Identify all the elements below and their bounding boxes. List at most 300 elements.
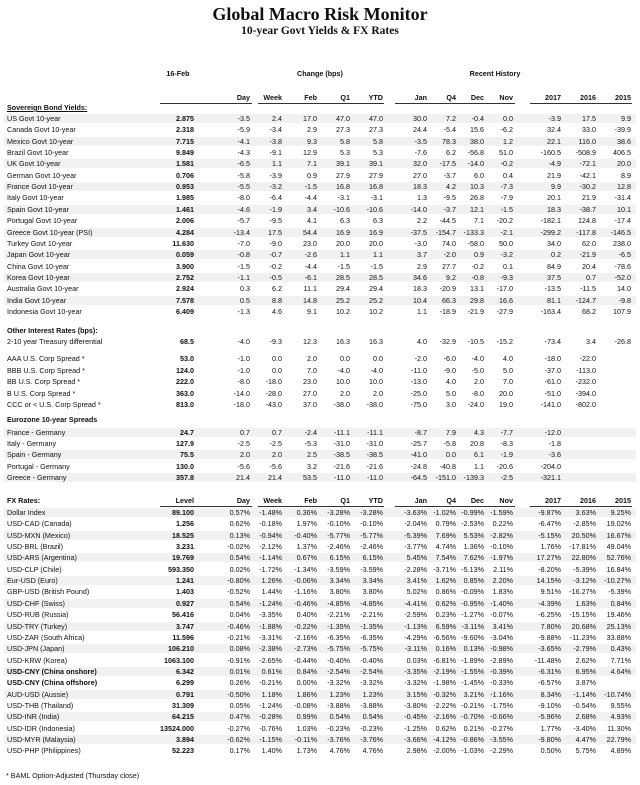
row-value: -9.5 — [443, 193, 456, 203]
row-value: -64.5 — [410, 472, 427, 482]
row-value: -3.2 — [269, 182, 282, 192]
row-value: 9.55% — [610, 700, 631, 710]
row-value: -10.6 — [333, 204, 350, 214]
row-value: -3.5 — [414, 136, 427, 146]
row-value: 3.41% — [406, 576, 427, 586]
row-value: -38.5 — [366, 450, 383, 460]
row-value: -9.10% — [538, 700, 561, 710]
row-value: -9.1 — [269, 148, 282, 158]
row-value: -13.0 — [410, 377, 427, 386]
row-value: 1.76% — [540, 542, 561, 552]
row-value: 107.9 — [613, 306, 631, 316]
row-value: -37.5 — [410, 227, 427, 237]
row-level: 6.342 — [176, 666, 194, 676]
row-value: -6.35% — [327, 632, 350, 642]
row-value: 25.2 — [369, 295, 383, 305]
row-value: 4.74% — [435, 542, 456, 552]
row-value: -22.0 — [579, 354, 596, 363]
row-value: 27.0 — [303, 389, 317, 398]
row-value: 1.1 — [474, 461, 484, 471]
row-label: USD-THB (Thailand) — [7, 700, 74, 710]
row-value: -2.19% — [433, 666, 456, 676]
row-value: 9.1 — [307, 306, 317, 316]
row-level: 2.006 — [176, 216, 194, 226]
history-group-header: Recent History — [469, 69, 521, 78]
row-value: 66.3 — [442, 295, 456, 305]
row-value: -3.80% — [404, 700, 427, 710]
row-value: 0.7 — [586, 272, 596, 282]
row-value: 14.0 — [617, 284, 631, 294]
row-value: 10.2 — [336, 306, 350, 316]
row-value: 0.85% — [463, 576, 484, 586]
row-value: -141.0 — [540, 400, 561, 409]
row-value: -4.0 — [237, 337, 250, 346]
row-value: -9.3 — [269, 337, 282, 346]
row-value: 3.34% — [329, 576, 350, 586]
row-value: -5.3 — [304, 439, 317, 449]
report-subtitle: 10-year Govt Yields & FX Rates — [241, 25, 399, 37]
row-value: 47.0 — [369, 114, 383, 123]
row-value: -0.21% — [259, 678, 282, 688]
row-level: 3.747 — [176, 621, 194, 631]
row-value: 22.1 — [547, 136, 561, 146]
row-value: -4.9 — [548, 159, 561, 169]
main-col-header: 2017 — [545, 93, 561, 102]
row-value: 406.5 — [613, 148, 631, 158]
row-value: 5.45% — [406, 553, 427, 563]
row-value: 9.9 — [551, 182, 561, 192]
row-value: -6.47% — [538, 519, 561, 529]
row-value: 1.1 — [340, 250, 350, 260]
row-value: 0.7 — [240, 428, 250, 437]
row-value: -41.0 — [410, 450, 427, 460]
row-value: -0.11% — [294, 735, 317, 744]
row-value: 20.1 — [547, 193, 561, 203]
row-value: -6.81% — [433, 655, 456, 665]
row-value: 1.36% — [463, 542, 484, 552]
row-value: 1.40% — [261, 746, 282, 756]
row-value: -17.0 — [496, 284, 513, 294]
row-value: -139.3 — [463, 472, 484, 482]
fx-col-header: Q4 — [446, 496, 456, 505]
row-value: -18.0 — [544, 354, 561, 363]
row-value: -37.0 — [544, 366, 561, 375]
row-value: -1.16% — [490, 689, 513, 699]
row-value: 9.51% — [540, 587, 561, 597]
row-label: USD-BRL (Brazil) — [7, 542, 64, 552]
row-label: USD-IDR (Indonesia) — [7, 723, 75, 733]
row-value: -14.0 — [233, 389, 250, 398]
row-label: US Govt 10-year — [7, 114, 61, 123]
fx-rule-change — [258, 506, 384, 507]
row-label: German Govt 10-year — [7, 170, 77, 180]
fx-col-header: Nov — [499, 496, 513, 505]
row-label: USD-MYR (Malaysia) — [7, 735, 76, 744]
fx-level-header: Level — [175, 496, 194, 505]
row-value: -2.89% — [490, 655, 513, 665]
row-value: -3.28% — [327, 508, 350, 517]
row-value: -42.1 — [579, 170, 596, 180]
row-label: 2-10 year Treasury differential — [7, 337, 103, 346]
row-value: 1.26% — [261, 576, 282, 586]
row-value: -0.86% — [461, 735, 484, 744]
row-value: -1.14% — [573, 689, 596, 699]
row-value: 0.00% — [296, 678, 317, 688]
row-level: 7.578 — [176, 295, 194, 305]
row-value: -56.8 — [467, 148, 484, 158]
row-value: -0.46% — [294, 598, 317, 608]
row-value: -0.39% — [490, 666, 513, 676]
section-eurozone: Eurozone 10-year Spreads — [7, 415, 98, 424]
row-value: 52.76% — [606, 553, 631, 563]
row-value: 81.1 — [547, 295, 561, 305]
row-value: -0.32% — [433, 689, 456, 699]
row-value: 0.61% — [261, 666, 282, 676]
row-value: -3.66% — [404, 735, 427, 744]
row-value: 20.0 — [617, 159, 631, 169]
row-value: 6.3 — [373, 216, 383, 226]
row-value: -0.45% — [404, 712, 427, 722]
row-value: -0.07% — [490, 610, 513, 620]
row-value: 22.79% — [606, 735, 631, 744]
row-value: -25.0 — [410, 389, 427, 398]
row-value: 0.47% — [229, 712, 250, 722]
row-value: 37.0 — [303, 400, 317, 409]
row-value: 1.97% — [296, 519, 317, 529]
row-value: 27.0 — [413, 170, 427, 180]
row-value: -2.0 — [443, 250, 456, 260]
row-value: 20.0 — [336, 238, 350, 248]
row-value: 6.0 — [474, 170, 484, 180]
row-label: AUD-USD (Aussie) — [7, 689, 69, 699]
fx-col-header: 2017 — [545, 496, 561, 505]
row-value: -3.11% — [404, 644, 427, 654]
row-label: Spain - Germany — [7, 450, 62, 460]
row-value: -20.6 — [496, 461, 513, 471]
fx-col-header: Day — [236, 496, 250, 505]
row-value: 1.77% — [540, 723, 561, 733]
row-value: 21.9 — [582, 193, 596, 203]
row-value: 0.36% — [296, 508, 317, 517]
row-value: -10.6 — [366, 204, 383, 214]
row-value: -4.85% — [360, 598, 383, 608]
row-value: 7.9 — [446, 428, 456, 437]
row-level: 2.752 — [176, 272, 194, 282]
row-value: -4.4 — [304, 261, 317, 271]
row-value: -38.0 — [366, 400, 383, 409]
row-value: 18.3 — [413, 284, 427, 294]
row-value: 34.6 — [413, 272, 427, 282]
row-value: -3.76% — [360, 735, 383, 744]
row-value: -4.12% — [433, 735, 456, 744]
row-label: AAA U.S. Corp Spread * — [7, 354, 85, 363]
row-value: -1.34% — [294, 564, 317, 574]
row-value: -9.8 — [618, 295, 631, 305]
row-value: -2.38% — [259, 644, 282, 654]
row-value: 10.2 — [369, 306, 383, 316]
row-value: -12.0 — [544, 428, 561, 437]
section-sovereign: Sovereign Bond Yields: — [7, 103, 88, 112]
row-level: 68.5 — [180, 337, 194, 346]
row-value: -21.9 — [579, 250, 596, 260]
row-value: 7.62% — [463, 553, 484, 563]
row-value: 21.4 — [268, 472, 282, 482]
row-value: -0.08% — [294, 700, 317, 710]
row-value: 23.0 — [303, 377, 317, 386]
row-value: -40.8 — [439, 461, 456, 471]
row-label: USD-PHP (Philippines) — [7, 746, 81, 756]
row-value: 238.0 — [613, 238, 631, 248]
row-value: 68.2 — [582, 306, 596, 316]
row-value: 16.67% — [606, 530, 631, 540]
row-value: -8.3 — [500, 439, 513, 449]
row-value: -3.59% — [360, 564, 383, 574]
row-value: -8.7 — [414, 428, 427, 437]
row-value: -1.13% — [404, 621, 427, 631]
row-label: CCC or < U.S. Corp Spread * — [7, 400, 101, 409]
row-value: 0.08% — [229, 644, 250, 654]
row-value: 7.54% — [435, 553, 456, 563]
row-label: USD-CNY (China onshore) — [7, 666, 97, 676]
row-value: 1.63% — [575, 598, 596, 608]
row-value: -2.4 — [304, 428, 317, 437]
row-value: 3.34% — [362, 576, 383, 586]
row-value: -2.28% — [404, 564, 427, 574]
row-value: -2.6 — [304, 250, 317, 260]
row-value: 7.1 — [474, 216, 484, 226]
row-value: -4.29% — [404, 632, 427, 642]
main-rule-years — [530, 103, 632, 104]
row-level: 130.0 — [176, 461, 194, 471]
row-value: -10.74% — [604, 689, 631, 699]
row-value: -6.5 — [618, 250, 631, 260]
row-level: 1.581 — [176, 159, 194, 169]
row-value: -2.54% — [360, 666, 383, 676]
row-value: 0.23% — [435, 610, 456, 620]
row-value: -2.1 — [500, 227, 513, 237]
section-fx: FX Rates: — [7, 496, 41, 505]
row-value: 0.99% — [296, 712, 317, 722]
row-value: 27.9 — [336, 170, 350, 180]
row-value: 0.0 — [503, 114, 513, 123]
row-value: -7.7 — [500, 428, 513, 437]
row-value: 2.62% — [575, 655, 596, 665]
row-value: 25.2 — [336, 295, 350, 305]
row-value: 0.2 — [551, 250, 561, 260]
row-value: -1.02% — [433, 508, 456, 517]
row-value: 4.93% — [610, 712, 631, 722]
row-value: -8.20% — [538, 564, 561, 574]
row-value: -72.1 — [579, 159, 596, 169]
main-rule-left — [160, 103, 252, 104]
row-value: -2.53% — [461, 519, 484, 529]
row-value: 0.0 — [340, 354, 350, 363]
row-level: 2.318 — [176, 125, 194, 135]
row-value: 0.9 — [474, 250, 484, 260]
row-value: -1.75% — [490, 700, 513, 710]
row-value: 16.9 — [369, 227, 383, 237]
row-value: -17.4 — [614, 216, 631, 226]
row-value: 5.3 — [373, 148, 383, 158]
row-value: 0.16% — [435, 644, 456, 654]
row-label: Spain Govt 10-year — [7, 204, 69, 214]
row-value: -3.32% — [404, 678, 427, 688]
row-value: 10.4 — [413, 295, 427, 305]
row-value: 12.3 — [303, 337, 317, 346]
row-label: USD-ARS (Argentina) — [7, 553, 77, 563]
row-value: 20.8 — [470, 439, 484, 449]
row-value: -5.39% — [404, 530, 427, 540]
row-value: 39.1 — [369, 159, 383, 169]
row-value: -3.65% — [538, 644, 561, 654]
row-value: -8.0 — [471, 389, 484, 398]
row-value: 0.0 — [272, 354, 282, 363]
row-value: -5.77% — [360, 530, 383, 540]
row-value: -16.27% — [569, 587, 596, 597]
row-value: -1.24% — [259, 598, 282, 608]
row-value: 12.8 — [617, 182, 631, 192]
row-value: 2.68% — [575, 712, 596, 722]
row-label: Portugal - Germany — [7, 461, 70, 471]
row-value: 5.3 — [340, 148, 350, 158]
row-level: 3.231 — [176, 542, 194, 552]
row-value: -0.8 — [237, 250, 250, 260]
row-value: 0.50% — [540, 746, 561, 756]
row-value: 3.2 — [307, 461, 317, 471]
row-value: 7.1 — [307, 159, 317, 169]
row-value: -3.7 — [443, 204, 456, 214]
row-value: 16.9 — [336, 227, 350, 237]
row-value: 5.0 — [446, 389, 456, 398]
row-value: -11.23% — [569, 632, 596, 642]
row-label: USD-CHF (Swiss) — [7, 598, 65, 608]
row-label: Italy - Germany — [7, 439, 57, 449]
row-label: Greece - Germany — [7, 472, 67, 482]
fx-col-header: Jan — [414, 496, 427, 505]
row-label: Indonesia Govt 10-year — [7, 306, 82, 316]
row-value: 10.0 — [336, 377, 350, 386]
row-label: Eur-USD (Euro) — [7, 576, 58, 586]
row-value: 6.2 — [272, 284, 282, 294]
row-value: -2.21% — [360, 610, 383, 620]
row-value: -0.99% — [461, 508, 484, 517]
row-level: 19.769 — [172, 553, 194, 563]
row-label: France Govt 10-year — [7, 182, 73, 192]
row-value: -5.0 — [471, 366, 484, 375]
row-value: -3.32% — [327, 678, 350, 688]
row-level: 106.210 — [168, 644, 194, 654]
row-label: Brazil Govt 10-year — [7, 148, 69, 158]
row-value: -0.94% — [259, 530, 282, 540]
row-value: -3.2 — [500, 250, 513, 260]
row-value: 0.0 — [272, 366, 282, 375]
main-col-header: Jan — [414, 93, 427, 102]
section-other: Other Interest Rates (bps): — [7, 326, 98, 335]
row-level: 3.900 — [176, 261, 194, 271]
row-value: -5.15% — [538, 530, 561, 540]
row-value: 14.8 — [303, 295, 317, 305]
row-value: -3.35% — [404, 666, 427, 676]
date-header: 16-Feb — [166, 69, 190, 78]
row-level: 56.416 — [172, 610, 194, 620]
row-value: 7.71% — [610, 655, 631, 665]
row-value: -11.1 — [367, 428, 383, 437]
row-value: 3.4 — [586, 337, 596, 346]
row-level: 89.100 — [172, 508, 194, 517]
row-value: -2.0 — [414, 354, 427, 363]
row-level: 53.0 — [180, 354, 194, 363]
row-value: 1.73% — [296, 746, 317, 756]
row-value: 4.3 — [474, 428, 484, 437]
row-value: 5.0 — [503, 366, 513, 375]
row-value: -2.5 — [500, 472, 513, 482]
row-value: -21.6 — [333, 461, 350, 471]
row-value: 0.57% — [229, 508, 250, 517]
row-value: 19.02% — [606, 519, 631, 529]
row-value: 9.2 — [446, 272, 456, 282]
row-value: 20.68% — [571, 621, 596, 631]
row-value: -31.0 — [366, 439, 383, 449]
row-value: 17.27% — [536, 553, 561, 563]
row-value: -5.7 — [237, 216, 250, 226]
row-value: 16.84% — [606, 564, 631, 574]
row-value: -21.6 — [366, 461, 383, 471]
row-level: 18.525 — [172, 530, 194, 540]
row-level: 2.924 — [176, 284, 194, 294]
row-value: -1.25% — [404, 723, 427, 733]
row-value: -3.9 — [548, 114, 561, 123]
row-value: 3.7 — [417, 250, 427, 260]
row-value: -9.87% — [538, 508, 561, 517]
row-value: 20.0 — [369, 238, 383, 248]
row-value: -1.97% — [490, 553, 513, 563]
row-value: -0.95% — [461, 598, 484, 608]
row-value: -3.63% — [404, 508, 427, 517]
row-value: -3.5 — [237, 114, 250, 123]
row-value: -5.5 — [237, 182, 250, 192]
row-value: 18.3 — [413, 182, 427, 192]
row-level: 127.9 — [176, 439, 194, 449]
row-value: 2.9 — [307, 125, 317, 135]
row-value: 10.0 — [369, 377, 383, 386]
row-value: -18.0 — [265, 377, 282, 386]
row-value: -3.1 — [370, 193, 383, 203]
row-value: 9.3 — [307, 136, 317, 146]
row-level: 1.403 — [176, 587, 194, 597]
row-value: -2.00% — [433, 746, 456, 756]
row-label: USD-JPN (Japan) — [7, 644, 65, 654]
row-value: 4.2 — [446, 182, 456, 192]
row-value: 5.8 — [340, 136, 350, 146]
row-value: -5.96% — [538, 712, 561, 722]
row-label: Mexico Govt 10-year — [7, 136, 74, 146]
row-value: 29.4 — [369, 284, 383, 294]
row-level: 0.706 — [176, 170, 194, 180]
row-level: 2.875 — [176, 114, 194, 123]
row-value: -0.70% — [461, 712, 484, 722]
row-value: -6.56% — [433, 632, 456, 642]
row-value: 2.9 — [417, 261, 427, 271]
row-value: -160.5 — [540, 148, 561, 158]
row-value: 14.15% — [536, 576, 561, 586]
row-value: 8.8 — [272, 295, 282, 305]
row-value: -2.5 — [269, 439, 282, 449]
row-value: -0.2 — [500, 159, 513, 169]
row-value: -3.04% — [490, 632, 513, 642]
row-value: -1.1 — [237, 272, 250, 282]
row-value: -3.32% — [360, 678, 383, 688]
row-value: 50.0 — [499, 238, 513, 248]
